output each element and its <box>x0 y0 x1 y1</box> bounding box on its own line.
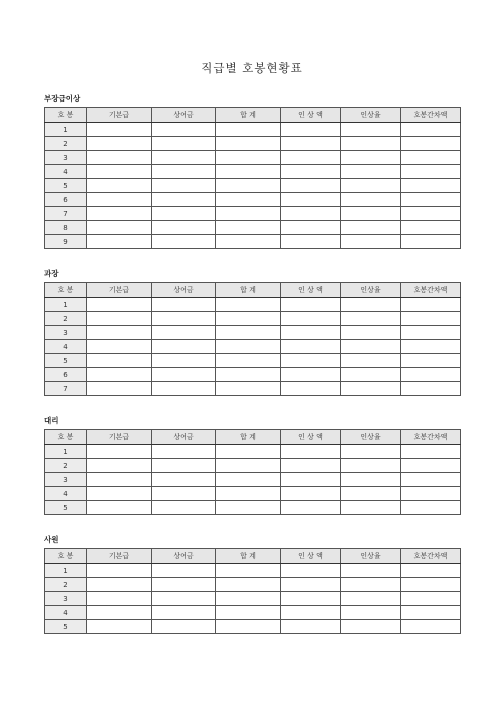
empty-cell[interactable] <box>87 235 152 249</box>
step-number-cell: 1 <box>45 564 87 578</box>
empty-cell[interactable] <box>401 382 461 396</box>
empty-cell[interactable] <box>341 459 401 473</box>
empty-cell[interactable] <box>341 151 401 165</box>
empty-cell[interactable] <box>87 445 152 459</box>
column-header: 인상율 <box>341 430 401 445</box>
column-header: 호봉간차액 <box>401 108 461 123</box>
empty-cell[interactable] <box>401 137 461 151</box>
empty-cell[interactable] <box>281 165 341 179</box>
step-number-cell: 2 <box>45 312 87 326</box>
step-number-cell: 4 <box>45 340 87 354</box>
document-title: 직급별 호봉현황표 <box>201 61 303 75</box>
table-row <box>45 123 461 137</box>
empty-cell[interactable] <box>216 326 281 340</box>
empty-cell[interactable] <box>401 368 461 382</box>
step-number-cell: 3 <box>45 326 87 340</box>
column-header: 인 상 액 <box>281 549 341 564</box>
empty-cell[interactable] <box>152 368 216 382</box>
empty-cell[interactable] <box>281 340 341 354</box>
step-number-cell: 1 <box>45 123 87 137</box>
empty-cell[interactable] <box>401 445 461 459</box>
empty-cell[interactable] <box>401 578 461 592</box>
empty-cell[interactable] <box>87 326 152 340</box>
empty-cell[interactable] <box>401 123 461 137</box>
step-number-cell: 3 <box>45 151 87 165</box>
empty-cell[interactable] <box>216 606 281 620</box>
table-row <box>45 487 461 501</box>
column-header: 합 계 <box>216 108 281 123</box>
column-header: 합 계 <box>216 283 281 298</box>
empty-cell[interactable] <box>87 151 152 165</box>
step-number-cell: 7 <box>45 382 87 396</box>
column-header: 인상율 <box>341 108 401 123</box>
table-row <box>45 606 461 620</box>
empty-cell[interactable] <box>216 368 281 382</box>
table-row <box>45 473 461 487</box>
empty-cell[interactable] <box>152 606 216 620</box>
empty-cell[interactable] <box>87 165 152 179</box>
empty-cell[interactable] <box>216 179 281 193</box>
empty-cell[interactable] <box>341 368 401 382</box>
empty-cell[interactable] <box>281 487 341 501</box>
empty-cell[interactable] <box>341 354 401 368</box>
empty-cell[interactable] <box>87 221 152 235</box>
empty-cell[interactable] <box>341 445 401 459</box>
empty-cell[interactable] <box>152 340 216 354</box>
empty-cell[interactable] <box>87 137 152 151</box>
empty-cell[interactable] <box>341 312 401 326</box>
step-number-cell: 4 <box>45 165 87 179</box>
step-number-cell: 1 <box>45 298 87 312</box>
salary-step-table <box>44 107 461 249</box>
empty-cell[interactable] <box>281 326 341 340</box>
section-label: 부장급이상 <box>44 94 81 103</box>
column-header: 호봉간차액 <box>401 549 461 564</box>
table-row <box>45 354 461 368</box>
table-row <box>45 165 461 179</box>
empty-cell[interactable] <box>216 137 281 151</box>
step-number-cell: 6 <box>45 368 87 382</box>
empty-cell[interactable] <box>216 193 281 207</box>
column-header: 호 봉 <box>45 430 87 445</box>
empty-cell[interactable] <box>87 564 152 578</box>
empty-cell[interactable] <box>341 326 401 340</box>
empty-cell[interactable] <box>216 459 281 473</box>
table-row <box>45 445 461 459</box>
empty-cell[interactable] <box>87 340 152 354</box>
table-row <box>45 578 461 592</box>
empty-cell[interactable] <box>87 193 152 207</box>
step-number-cell: 2 <box>45 578 87 592</box>
empty-cell[interactable] <box>87 179 152 193</box>
table-row <box>45 312 461 326</box>
empty-cell[interactable] <box>281 123 341 137</box>
empty-cell[interactable] <box>87 578 152 592</box>
empty-cell[interactable] <box>341 298 401 312</box>
empty-cell[interactable] <box>341 606 401 620</box>
column-header: 호 봉 <box>45 283 87 298</box>
empty-cell[interactable] <box>401 459 461 473</box>
empty-cell[interactable] <box>281 179 341 193</box>
table-row <box>45 501 461 515</box>
empty-cell[interactable] <box>341 473 401 487</box>
step-number-cell: 2 <box>45 137 87 151</box>
step-number-cell: 3 <box>45 592 87 606</box>
empty-cell[interactable] <box>401 606 461 620</box>
empty-cell[interactable] <box>281 298 341 312</box>
column-header: 상여금 <box>152 549 216 564</box>
table-header-row <box>45 549 461 564</box>
empty-cell[interactable] <box>341 221 401 235</box>
empty-cell[interactable] <box>216 592 281 606</box>
column-header: 상여금 <box>152 430 216 445</box>
empty-cell[interactable] <box>281 312 341 326</box>
column-header: 인 상 액 <box>281 108 341 123</box>
empty-cell[interactable] <box>281 368 341 382</box>
empty-cell[interactable] <box>152 137 216 151</box>
column-header: 상여금 <box>152 108 216 123</box>
empty-cell[interactable] <box>87 298 152 312</box>
empty-cell[interactable] <box>401 179 461 193</box>
table-row <box>45 137 461 151</box>
empty-cell[interactable] <box>281 473 341 487</box>
empty-cell[interactable] <box>401 221 461 235</box>
column-header: 합 계 <box>216 549 281 564</box>
empty-cell[interactable] <box>401 165 461 179</box>
empty-cell[interactable] <box>87 473 152 487</box>
table-header-row <box>45 430 461 445</box>
empty-cell[interactable] <box>281 137 341 151</box>
empty-cell[interactable] <box>152 326 216 340</box>
empty-cell[interactable] <box>216 123 281 137</box>
empty-cell[interactable] <box>216 445 281 459</box>
empty-cell[interactable] <box>87 382 152 396</box>
empty-cell[interactable] <box>87 123 152 137</box>
column-header: 기본급 <box>87 108 152 123</box>
step-number-cell: 2 <box>45 459 87 473</box>
empty-cell[interactable] <box>341 382 401 396</box>
empty-cell[interactable] <box>152 235 216 249</box>
empty-cell[interactable] <box>281 151 341 165</box>
empty-cell[interactable] <box>341 207 401 221</box>
step-number-cell: 4 <box>45 606 87 620</box>
empty-cell[interactable] <box>152 578 216 592</box>
column-header: 호 봉 <box>45 108 87 123</box>
empty-cell[interactable] <box>152 165 216 179</box>
table-row <box>45 235 461 249</box>
empty-cell[interactable] <box>87 592 152 606</box>
empty-cell[interactable] <box>216 473 281 487</box>
empty-cell[interactable] <box>341 592 401 606</box>
empty-cell[interactable] <box>281 459 341 473</box>
empty-cell[interactable] <box>152 193 216 207</box>
salary-step-table <box>44 429 461 515</box>
empty-cell[interactable] <box>281 193 341 207</box>
column-header: 기본급 <box>87 549 152 564</box>
empty-cell[interactable] <box>216 382 281 396</box>
empty-cell[interactable] <box>281 501 341 515</box>
empty-cell[interactable] <box>152 487 216 501</box>
column-header: 인 상 액 <box>281 430 341 445</box>
empty-cell[interactable] <box>87 501 152 515</box>
empty-cell[interactable] <box>281 620 341 634</box>
empty-cell[interactable] <box>401 151 461 165</box>
empty-cell[interactable] <box>281 606 341 620</box>
empty-cell[interactable] <box>401 501 461 515</box>
empty-cell[interactable] <box>216 235 281 249</box>
empty-cell[interactable] <box>216 207 281 221</box>
table-row <box>45 207 461 221</box>
column-header: 인상율 <box>341 549 401 564</box>
empty-cell[interactable] <box>216 221 281 235</box>
empty-cell[interactable] <box>401 298 461 312</box>
column-header: 호 봉 <box>45 549 87 564</box>
empty-cell[interactable] <box>401 312 461 326</box>
empty-cell[interactable] <box>216 564 281 578</box>
empty-cell[interactable] <box>341 137 401 151</box>
step-number-cell: 6 <box>45 193 87 207</box>
table-row <box>45 564 461 578</box>
empty-cell[interactable] <box>152 354 216 368</box>
empty-cell[interactable] <box>152 221 216 235</box>
table-row <box>45 179 461 193</box>
step-number-cell: 3 <box>45 473 87 487</box>
empty-cell[interactable] <box>87 459 152 473</box>
table-row <box>45 221 461 235</box>
empty-cell[interactable] <box>341 193 401 207</box>
table-row <box>45 592 461 606</box>
empty-cell[interactable] <box>401 326 461 340</box>
empty-cell[interactable] <box>281 564 341 578</box>
section-label: 사원 <box>44 535 59 544</box>
empty-cell[interactable] <box>152 501 216 515</box>
empty-cell[interactable] <box>87 620 152 634</box>
salary-step-table <box>44 548 461 634</box>
empty-cell[interactable] <box>281 445 341 459</box>
empty-cell[interactable] <box>152 179 216 193</box>
empty-cell[interactable] <box>281 221 341 235</box>
empty-cell[interactable] <box>216 487 281 501</box>
empty-cell[interactable] <box>401 487 461 501</box>
empty-cell[interactable] <box>152 564 216 578</box>
empty-cell[interactable] <box>281 592 341 606</box>
step-number-cell: 4 <box>45 487 87 501</box>
empty-cell[interactable] <box>341 487 401 501</box>
empty-cell[interactable] <box>216 354 281 368</box>
empty-cell[interactable] <box>401 207 461 221</box>
empty-cell[interactable] <box>341 564 401 578</box>
empty-cell[interactable] <box>152 473 216 487</box>
empty-cell[interactable] <box>216 298 281 312</box>
empty-cell[interactable] <box>216 501 281 515</box>
column-header: 상여금 <box>152 283 216 298</box>
step-number-cell: 8 <box>45 221 87 235</box>
empty-cell[interactable] <box>401 354 461 368</box>
empty-cell[interactable] <box>152 123 216 137</box>
empty-cell[interactable] <box>152 459 216 473</box>
step-number-cell: 5 <box>45 354 87 368</box>
empty-cell[interactable] <box>401 473 461 487</box>
empty-cell[interactable] <box>401 564 461 578</box>
step-number-cell: 7 <box>45 207 87 221</box>
table-row <box>45 382 461 396</box>
empty-cell[interactable] <box>341 235 401 249</box>
empty-cell[interactable] <box>341 501 401 515</box>
empty-cell[interactable] <box>281 207 341 221</box>
table-row <box>45 368 461 382</box>
empty-cell[interactable] <box>87 606 152 620</box>
table-row <box>45 193 461 207</box>
table-row <box>45 326 461 340</box>
step-number-cell: 5 <box>45 179 87 193</box>
empty-cell[interactable] <box>401 592 461 606</box>
empty-cell[interactable] <box>216 151 281 165</box>
empty-cell[interactable] <box>152 592 216 606</box>
empty-cell[interactable] <box>152 382 216 396</box>
empty-cell[interactable] <box>87 207 152 221</box>
step-number-cell: 5 <box>45 501 87 515</box>
table-row <box>45 298 461 312</box>
empty-cell[interactable] <box>152 298 216 312</box>
empty-cell[interactable] <box>216 165 281 179</box>
empty-cell[interactable] <box>401 235 461 249</box>
empty-cell[interactable] <box>281 382 341 396</box>
step-number-cell: 1 <box>45 445 87 459</box>
table-row <box>45 620 461 634</box>
empty-cell[interactable] <box>341 179 401 193</box>
section-label: 과장 <box>44 269 59 278</box>
column-header: 기본급 <box>87 430 152 445</box>
empty-cell[interactable] <box>281 578 341 592</box>
empty-cell[interactable] <box>152 207 216 221</box>
empty-cell[interactable] <box>401 193 461 207</box>
empty-cell[interactable] <box>341 340 401 354</box>
empty-cell[interactable] <box>216 578 281 592</box>
column-header: 인 상 액 <box>281 283 341 298</box>
column-header: 합 계 <box>216 430 281 445</box>
empty-cell[interactable] <box>401 340 461 354</box>
empty-cell[interactable] <box>341 578 401 592</box>
empty-cell[interactable] <box>152 445 216 459</box>
column-header: 호봉간차액 <box>401 283 461 298</box>
table-header-row <box>45 108 461 123</box>
empty-cell[interactable] <box>216 340 281 354</box>
empty-cell[interactable] <box>216 620 281 634</box>
empty-cell[interactable] <box>152 312 216 326</box>
table-row <box>45 151 461 165</box>
table-row <box>45 459 461 473</box>
column-header: 호봉간차액 <box>401 430 461 445</box>
empty-cell[interactable] <box>401 620 461 634</box>
empty-cell[interactable] <box>341 620 401 634</box>
empty-cell[interactable] <box>281 235 341 249</box>
empty-cell[interactable] <box>152 620 216 634</box>
section-label: 대리 <box>44 416 59 425</box>
empty-cell[interactable] <box>87 368 152 382</box>
salary-step-table <box>44 282 461 396</box>
empty-cell[interactable] <box>281 354 341 368</box>
empty-cell[interactable] <box>341 123 401 137</box>
empty-cell[interactable] <box>341 165 401 179</box>
empty-cell[interactable] <box>216 312 281 326</box>
table-row <box>45 340 461 354</box>
column-header: 인상율 <box>341 283 401 298</box>
empty-cell[interactable] <box>87 312 152 326</box>
step-number-cell: 5 <box>45 620 87 634</box>
table-header-row <box>45 283 461 298</box>
empty-cell[interactable] <box>152 151 216 165</box>
column-header: 기본급 <box>87 283 152 298</box>
empty-cell[interactable] <box>87 354 152 368</box>
empty-cell[interactable] <box>87 487 152 501</box>
step-number-cell: 9 <box>45 235 87 249</box>
